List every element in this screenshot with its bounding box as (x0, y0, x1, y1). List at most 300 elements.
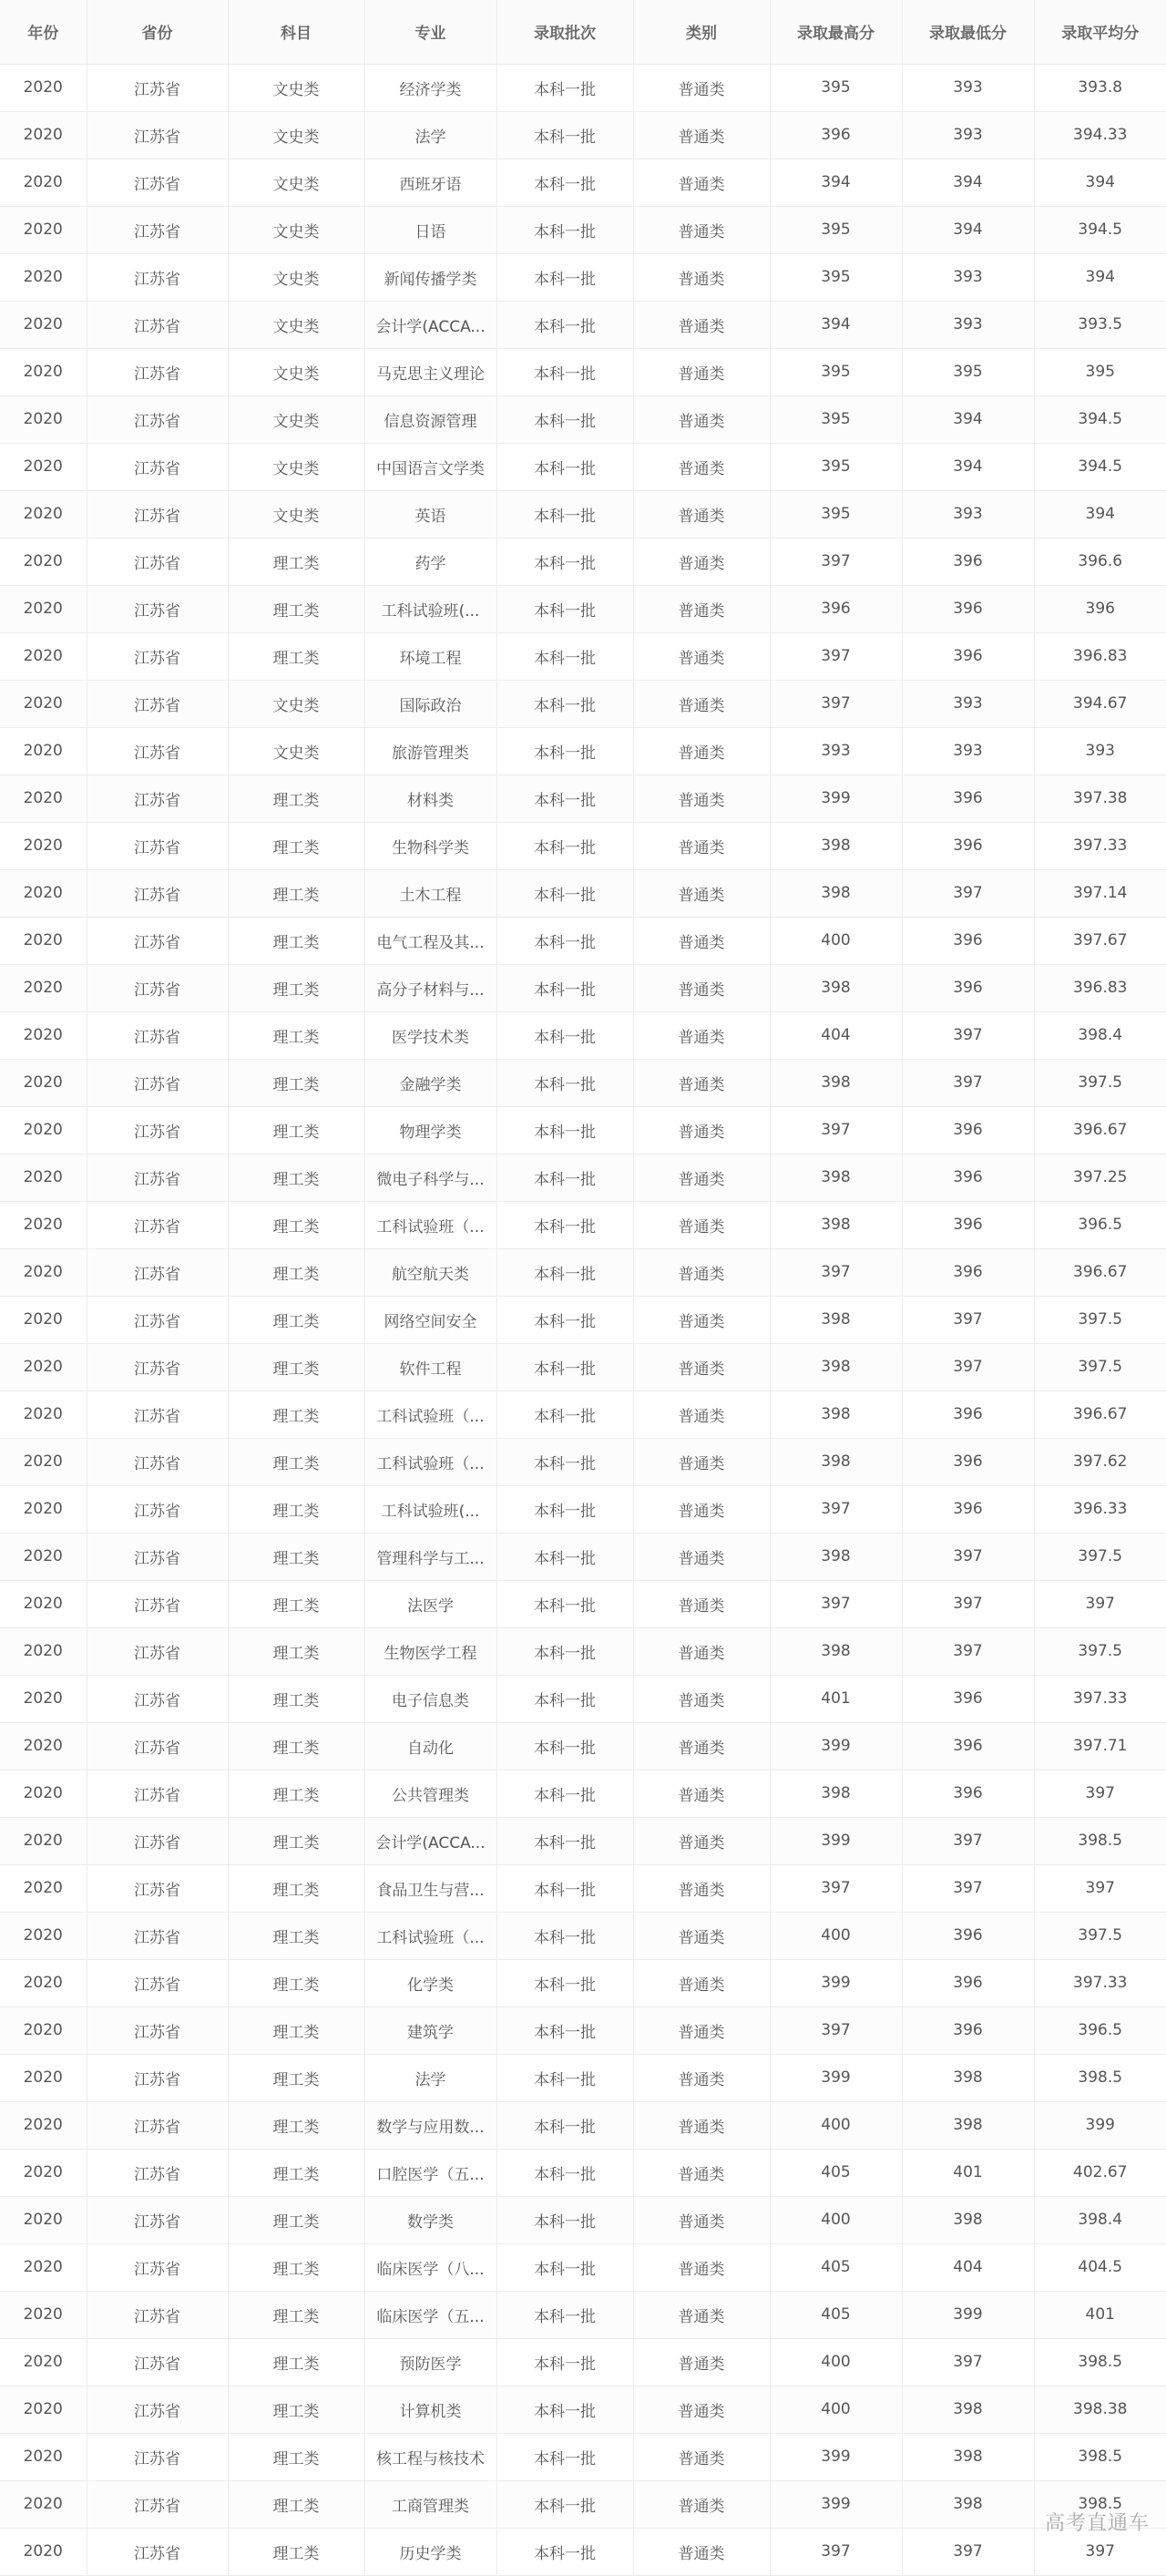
major-cell: 化学类 (364, 1959, 496, 2006)
max-score-cell: 400 (770, 2386, 902, 2433)
province-cell: 江苏省 (87, 1106, 228, 1154)
major-cell: 法医学 (364, 1580, 496, 1627)
year-cell: 2020 (0, 585, 87, 632)
major-cell: 信息资源管理 (364, 395, 496, 443)
major-cell: 食品卫生与营... (364, 1864, 496, 1912)
max-score-cell: 395 (770, 443, 902, 490)
max-score-cell: 396 (770, 111, 902, 159)
batch-cell: 本科一批 (496, 1864, 633, 1912)
table-row (0, 2054, 1166, 2101)
table-row (0, 964, 1166, 1011)
category-cell: 普通类 (633, 1011, 770, 1059)
table-row (0, 1011, 1166, 1059)
province-cell: 江苏省 (87, 301, 228, 348)
avg-score-cell: 397.67 (1034, 917, 1166, 964)
min-score-cell: 396 (902, 1106, 1034, 1154)
province-cell: 江苏省 (87, 2149, 228, 2196)
min-score-cell: 396 (902, 1912, 1034, 1959)
max-score-cell: 399 (770, 1959, 902, 2006)
category-cell: 普通类 (633, 2101, 770, 2149)
min-score-cell: 396 (902, 1485, 1034, 1533)
major-cell: 法学 (364, 111, 496, 159)
min-score-cell: 398 (902, 2480, 1034, 2528)
avg-score-cell: 396.67 (1034, 1391, 1166, 1438)
category-cell: 普通类 (633, 917, 770, 964)
category-cell: 普通类 (633, 632, 770, 680)
batch-cell: 本科一批 (496, 1248, 633, 1296)
year-cell: 2020 (0, 1722, 87, 1770)
province-cell: 江苏省 (87, 822, 228, 869)
avg-score-cell: 397.33 (1034, 822, 1166, 869)
batch-cell: 本科一批 (496, 490, 633, 538)
year-cell: 2020 (0, 348, 87, 395)
year-cell: 2020 (0, 1154, 87, 1201)
province-cell: 江苏省 (87, 1817, 228, 1864)
max-score-cell: 396 (770, 585, 902, 632)
table-row (0, 1059, 1166, 1106)
avg-score-cell: 394 (1034, 159, 1166, 206)
subject-cell: 理工类 (228, 822, 364, 869)
year-cell: 2020 (0, 2433, 87, 2480)
subject-cell: 理工类 (228, 1959, 364, 2006)
table-body (0, 64, 1166, 2575)
min-score-cell: 397 (902, 1059, 1034, 1106)
year-cell: 2020 (0, 1864, 87, 1912)
min-score-cell: 398 (902, 2101, 1034, 2149)
max-score-cell: 398 (770, 1533, 902, 1580)
year-cell: 2020 (0, 2196, 87, 2243)
avg-score-cell: 398.5 (1034, 2054, 1166, 2101)
max-score-cell: 397 (770, 2528, 902, 2575)
batch-cell: 本科一批 (496, 1533, 633, 1580)
subject-cell: 理工类 (228, 1201, 364, 1248)
major-cell: 自动化 (364, 1722, 496, 1770)
avg-score-cell: 398.5 (1034, 1817, 1166, 1864)
table-row (0, 1485, 1166, 1533)
min-score-cell: 393 (902, 253, 1034, 301)
avg-score-cell: 395 (1034, 348, 1166, 395)
year-cell: 2020 (0, 490, 87, 538)
table-row (0, 2196, 1166, 2243)
year-cell: 2020 (0, 111, 87, 159)
year-cell: 2020 (0, 917, 87, 964)
major-cell: 网络空间安全 (364, 1296, 496, 1343)
subject-cell: 文史类 (228, 395, 364, 443)
subject-cell: 理工类 (228, 1580, 364, 1627)
category-cell: 普通类 (633, 395, 770, 443)
batch-cell: 本科一批 (496, 2243, 633, 2291)
province-cell: 江苏省 (87, 2054, 228, 2101)
avg-score-cell: 398.38 (1034, 2386, 1166, 2433)
batch-cell: 本科一批 (496, 1296, 633, 1343)
min-score-cell: 396 (902, 632, 1034, 680)
avg-score-cell: 394.33 (1034, 111, 1166, 159)
max-score-cell: 398 (770, 1438, 902, 1485)
major-cell: 新闻传播学类 (364, 253, 496, 301)
batch-cell: 本科一批 (496, 538, 633, 585)
subject-cell: 理工类 (228, 1248, 364, 1296)
min-score-cell: 393 (902, 111, 1034, 159)
province-cell: 江苏省 (87, 964, 228, 1011)
max-score-cell: 404 (770, 1011, 902, 1059)
subject-cell: 理工类 (228, 1391, 364, 1438)
avg-score-cell: 397.5 (1034, 1059, 1166, 1106)
table-row (0, 2433, 1166, 2480)
year-cell: 2020 (0, 253, 87, 301)
major-cell: 口腔医学（五... (364, 2149, 496, 2196)
major-cell: 英语 (364, 490, 496, 538)
subject-cell: 理工类 (228, 917, 364, 964)
province-cell: 江苏省 (87, 869, 228, 917)
category-cell: 普通类 (633, 1770, 770, 1817)
subject-cell: 理工类 (228, 1627, 364, 1675)
max-score-cell: 398 (770, 1770, 902, 1817)
category-cell: 普通类 (633, 348, 770, 395)
header-category: 类别 (633, 0, 770, 64)
min-score-cell: 396 (902, 585, 1034, 632)
province-cell: 江苏省 (87, 111, 228, 159)
province-cell: 江苏省 (87, 1438, 228, 1485)
major-cell: 西班牙语 (364, 159, 496, 206)
subject-cell: 理工类 (228, 2243, 364, 2291)
batch-cell: 本科一批 (496, 2101, 633, 2149)
avg-score-cell: 404.5 (1034, 2243, 1166, 2291)
table-row (0, 1296, 1166, 1343)
major-cell: 国际政治 (364, 680, 496, 727)
table-row (0, 2480, 1166, 2528)
min-score-cell: 396 (902, 1201, 1034, 1248)
major-cell: 微电子科学与... (364, 1154, 496, 1201)
min-score-cell: 398 (902, 2054, 1034, 2101)
avg-score-cell: 393.8 (1034, 64, 1166, 111)
watermark: 高考直通车 (1044, 2512, 1150, 2535)
max-score-cell: 405 (770, 2291, 902, 2338)
province-cell: 江苏省 (87, 1154, 228, 1201)
major-cell: 物理学类 (364, 1106, 496, 1154)
province-cell: 江苏省 (87, 1059, 228, 1106)
batch-cell: 本科一批 (496, 727, 633, 775)
min-score-cell: 399 (902, 2291, 1034, 2338)
max-score-cell: 400 (770, 2338, 902, 2386)
major-cell: 高分子材料与... (364, 964, 496, 1011)
province-cell: 江苏省 (87, 395, 228, 443)
year-cell: 2020 (0, 1343, 87, 1391)
avg-score-cell: 396.67 (1034, 1106, 1166, 1154)
min-score-cell: 393 (902, 727, 1034, 775)
subject-cell: 文史类 (228, 727, 364, 775)
min-score-cell: 401 (902, 2149, 1034, 2196)
min-score-cell: 398 (902, 2433, 1034, 2480)
category-cell: 普通类 (633, 2006, 770, 2054)
table-row (0, 1154, 1166, 1201)
avg-score-cell: 397.5 (1034, 1296, 1166, 1343)
header-batch: 录取批次 (496, 0, 633, 64)
max-score-cell: 397 (770, 680, 902, 727)
max-score-cell: 398 (770, 964, 902, 1011)
batch-cell: 本科一批 (496, 2054, 633, 2101)
major-cell: 计算机类 (364, 2386, 496, 2433)
major-cell: 工科试验班（... (364, 1438, 496, 1485)
min-score-cell: 396 (902, 1248, 1034, 1296)
avg-score-cell: 396.33 (1034, 1485, 1166, 1533)
min-score-cell: 393 (902, 64, 1034, 111)
batch-cell: 本科一批 (496, 443, 633, 490)
major-cell: 日语 (364, 206, 496, 253)
min-score-cell: 396 (902, 1438, 1034, 1485)
min-score-cell: 394 (902, 206, 1034, 253)
header-max-score: 录取最高分 (770, 0, 902, 64)
province-cell: 江苏省 (87, 1485, 228, 1533)
avg-score-cell: 398.5 (1034, 2338, 1166, 2386)
max-score-cell: 399 (770, 1722, 902, 1770)
category-cell: 普通类 (633, 1059, 770, 1106)
subject-cell: 理工类 (228, 2006, 364, 2054)
table-row (0, 822, 1166, 869)
category-cell: 普通类 (633, 2149, 770, 2196)
major-cell: 航空航天类 (364, 1248, 496, 1296)
category-cell: 普通类 (633, 2054, 770, 2101)
table-row (0, 301, 1166, 348)
header-province: 省份 (87, 0, 228, 64)
year-cell: 2020 (0, 443, 87, 490)
table-row (0, 2006, 1166, 2054)
min-score-cell: 396 (902, 2006, 1034, 2054)
batch-cell: 本科一批 (496, 822, 633, 869)
min-score-cell: 397 (902, 1296, 1034, 1343)
batch-cell: 本科一批 (496, 1912, 633, 1959)
major-cell: 数学类 (364, 2196, 496, 2243)
min-score-cell: 397 (902, 1580, 1034, 1627)
batch-cell: 本科一批 (496, 1770, 633, 1817)
year-cell: 2020 (0, 206, 87, 253)
max-score-cell: 399 (770, 2054, 902, 2101)
table-row (0, 2386, 1166, 2433)
table-row (0, 1580, 1166, 1627)
subject-cell: 理工类 (228, 2196, 364, 2243)
max-score-cell: 395 (770, 64, 902, 111)
header-major: 专业 (364, 0, 496, 64)
year-cell: 2020 (0, 822, 87, 869)
avg-score-cell: 397.5 (1034, 1912, 1166, 1959)
major-cell: 电子信息类 (364, 1675, 496, 1722)
category-cell: 普通类 (633, 1106, 770, 1154)
major-cell: 临床医学（五... (364, 2291, 496, 2338)
avg-score-cell: 397.25 (1034, 1154, 1166, 1201)
subject-cell: 文史类 (228, 253, 364, 301)
year-cell: 2020 (0, 1627, 87, 1675)
year-cell: 2020 (0, 2243, 87, 2291)
min-score-cell: 396 (902, 538, 1034, 585)
subject-cell: 理工类 (228, 2433, 364, 2480)
max-score-cell: 397 (770, 1864, 902, 1912)
avg-score-cell: 397.5 (1034, 1343, 1166, 1391)
table-row (0, 206, 1166, 253)
min-score-cell: 404 (902, 2243, 1034, 2291)
major-cell: 软件工程 (364, 1343, 496, 1391)
max-score-cell: 399 (770, 775, 902, 822)
max-score-cell: 395 (770, 395, 902, 443)
avg-score-cell: 398.5 (1034, 2480, 1166, 2528)
table-row (0, 443, 1166, 490)
min-score-cell: 396 (902, 1722, 1034, 1770)
table-row (0, 1343, 1166, 1391)
min-score-cell: 397 (902, 1627, 1034, 1675)
subject-cell: 理工类 (228, 632, 364, 680)
subject-cell: 理工类 (228, 1059, 364, 1106)
avg-score-cell: 393.5 (1034, 301, 1166, 348)
category-cell: 普通类 (633, 680, 770, 727)
category-cell: 普通类 (633, 206, 770, 253)
max-score-cell: 397 (770, 538, 902, 585)
batch-cell: 本科一批 (496, 1391, 633, 1438)
major-cell: 旅游管理类 (364, 727, 496, 775)
province-cell: 江苏省 (87, 1959, 228, 2006)
year-cell: 2020 (0, 775, 87, 822)
major-cell: 会计学(ACCA... (364, 301, 496, 348)
province-cell: 江苏省 (87, 1912, 228, 1959)
avg-score-cell: 397.33 (1034, 1675, 1166, 1722)
min-score-cell: 397 (902, 1864, 1034, 1912)
subject-cell: 理工类 (228, 1722, 364, 1770)
subject-cell: 理工类 (228, 538, 364, 585)
batch-cell: 本科一批 (496, 111, 633, 159)
batch-cell: 本科一批 (496, 775, 633, 822)
max-score-cell: 397 (770, 1106, 902, 1154)
min-score-cell: 396 (902, 775, 1034, 822)
province-cell: 江苏省 (87, 1675, 228, 1722)
min-score-cell: 397 (902, 1343, 1034, 1391)
category-cell: 普通类 (633, 1817, 770, 1864)
max-score-cell: 405 (770, 2243, 902, 2291)
max-score-cell: 397 (770, 2006, 902, 2054)
category-cell: 普通类 (633, 869, 770, 917)
subject-cell: 理工类 (228, 2338, 364, 2386)
batch-cell: 本科一批 (496, 159, 633, 206)
category-cell: 普通类 (633, 2433, 770, 2480)
max-score-cell: 400 (770, 2101, 902, 2149)
major-cell: 生物医学工程 (364, 1627, 496, 1675)
major-cell: 环境工程 (364, 632, 496, 680)
avg-score-cell: 394.5 (1034, 443, 1166, 490)
subject-cell: 文史类 (228, 443, 364, 490)
max-score-cell: 405 (770, 2149, 902, 2196)
year-cell: 2020 (0, 1011, 87, 1059)
avg-score-cell: 394.5 (1034, 206, 1166, 253)
year-cell: 2020 (0, 395, 87, 443)
category-cell: 普通类 (633, 1675, 770, 1722)
year-cell: 2020 (0, 2480, 87, 2528)
year-cell: 2020 (0, 1296, 87, 1343)
avg-score-cell: 397.5 (1034, 1627, 1166, 1675)
max-score-cell: 397 (770, 1580, 902, 1627)
batch-cell: 本科一批 (496, 1580, 633, 1627)
table-row (0, 2338, 1166, 2386)
max-score-cell: 398 (770, 1343, 902, 1391)
batch-cell: 本科一批 (496, 64, 633, 111)
max-score-cell: 398 (770, 869, 902, 917)
max-score-cell: 399 (770, 1817, 902, 1864)
province-cell: 江苏省 (87, 632, 228, 680)
max-score-cell: 398 (770, 822, 902, 869)
province-cell: 江苏省 (87, 2528, 228, 2575)
province-cell: 江苏省 (87, 1533, 228, 1580)
category-cell: 普通类 (633, 775, 770, 822)
avg-score-cell: 396.5 (1034, 2006, 1166, 2054)
category-cell: 普通类 (633, 1580, 770, 1627)
major-cell: 工科试验班(... (364, 1485, 496, 1533)
subject-cell: 理工类 (228, 1533, 364, 1580)
province-cell: 江苏省 (87, 538, 228, 585)
year-cell: 2020 (0, 632, 87, 680)
year-cell: 2020 (0, 727, 87, 775)
batch-cell: 本科一批 (496, 2149, 633, 2196)
table-row (0, 348, 1166, 395)
table-row (0, 2291, 1166, 2338)
province-cell: 江苏省 (87, 1627, 228, 1675)
category-cell: 普通类 (633, 2480, 770, 2528)
table-row (0, 2528, 1166, 2575)
batch-cell: 本科一批 (496, 964, 633, 1011)
category-cell: 普通类 (633, 443, 770, 490)
table-row (0, 1438, 1166, 1485)
table-row (0, 1627, 1166, 1675)
table-row (0, 1864, 1166, 1912)
category-cell: 普通类 (633, 253, 770, 301)
province-cell: 江苏省 (87, 348, 228, 395)
major-cell: 预防医学 (364, 2338, 496, 2386)
batch-cell: 本科一批 (496, 1154, 633, 1201)
province-cell: 江苏省 (87, 206, 228, 253)
province-cell: 江苏省 (87, 917, 228, 964)
major-cell: 工科试验班(... (364, 585, 496, 632)
subject-cell: 理工类 (228, 1011, 364, 1059)
table-row (0, 2243, 1166, 2291)
batch-cell: 本科一批 (496, 2006, 633, 2054)
batch-cell: 本科一批 (496, 1201, 633, 1248)
avg-score-cell: 396 (1034, 585, 1166, 632)
table-row (0, 585, 1166, 632)
subject-cell: 理工类 (228, 964, 364, 1011)
avg-score-cell: 397 (1034, 1770, 1166, 1817)
min-score-cell: 393 (902, 490, 1034, 538)
year-cell: 2020 (0, 869, 87, 917)
major-cell: 数学与应用数... (364, 2101, 496, 2149)
province-cell: 江苏省 (87, 1580, 228, 1627)
table-row (0, 1959, 1166, 2006)
province-cell: 江苏省 (87, 2196, 228, 2243)
province-cell: 江苏省 (87, 585, 228, 632)
max-score-cell: 398 (770, 1154, 902, 1201)
major-cell: 经济学类 (364, 64, 496, 111)
province-cell: 江苏省 (87, 1296, 228, 1343)
province-cell: 江苏省 (87, 1011, 228, 1059)
avg-score-cell: 396.83 (1034, 632, 1166, 680)
major-cell: 工科试验班（... (364, 1391, 496, 1438)
subject-cell: 理工类 (228, 2291, 364, 2338)
province-cell: 江苏省 (87, 727, 228, 775)
max-score-cell: 398 (770, 1059, 902, 1106)
avg-score-cell: 398.4 (1034, 1011, 1166, 1059)
avg-score-cell: 398.4 (1034, 2196, 1166, 2243)
major-cell: 历史学类 (364, 2528, 496, 2575)
batch-cell: 本科一批 (496, 869, 633, 917)
min-score-cell: 397 (902, 869, 1034, 917)
category-cell: 普通类 (633, 1722, 770, 1770)
major-cell: 会计学(ACCA... (364, 1817, 496, 1864)
category-cell: 普通类 (633, 1201, 770, 1248)
category-cell: 普通类 (633, 64, 770, 111)
max-score-cell: 394 (770, 159, 902, 206)
